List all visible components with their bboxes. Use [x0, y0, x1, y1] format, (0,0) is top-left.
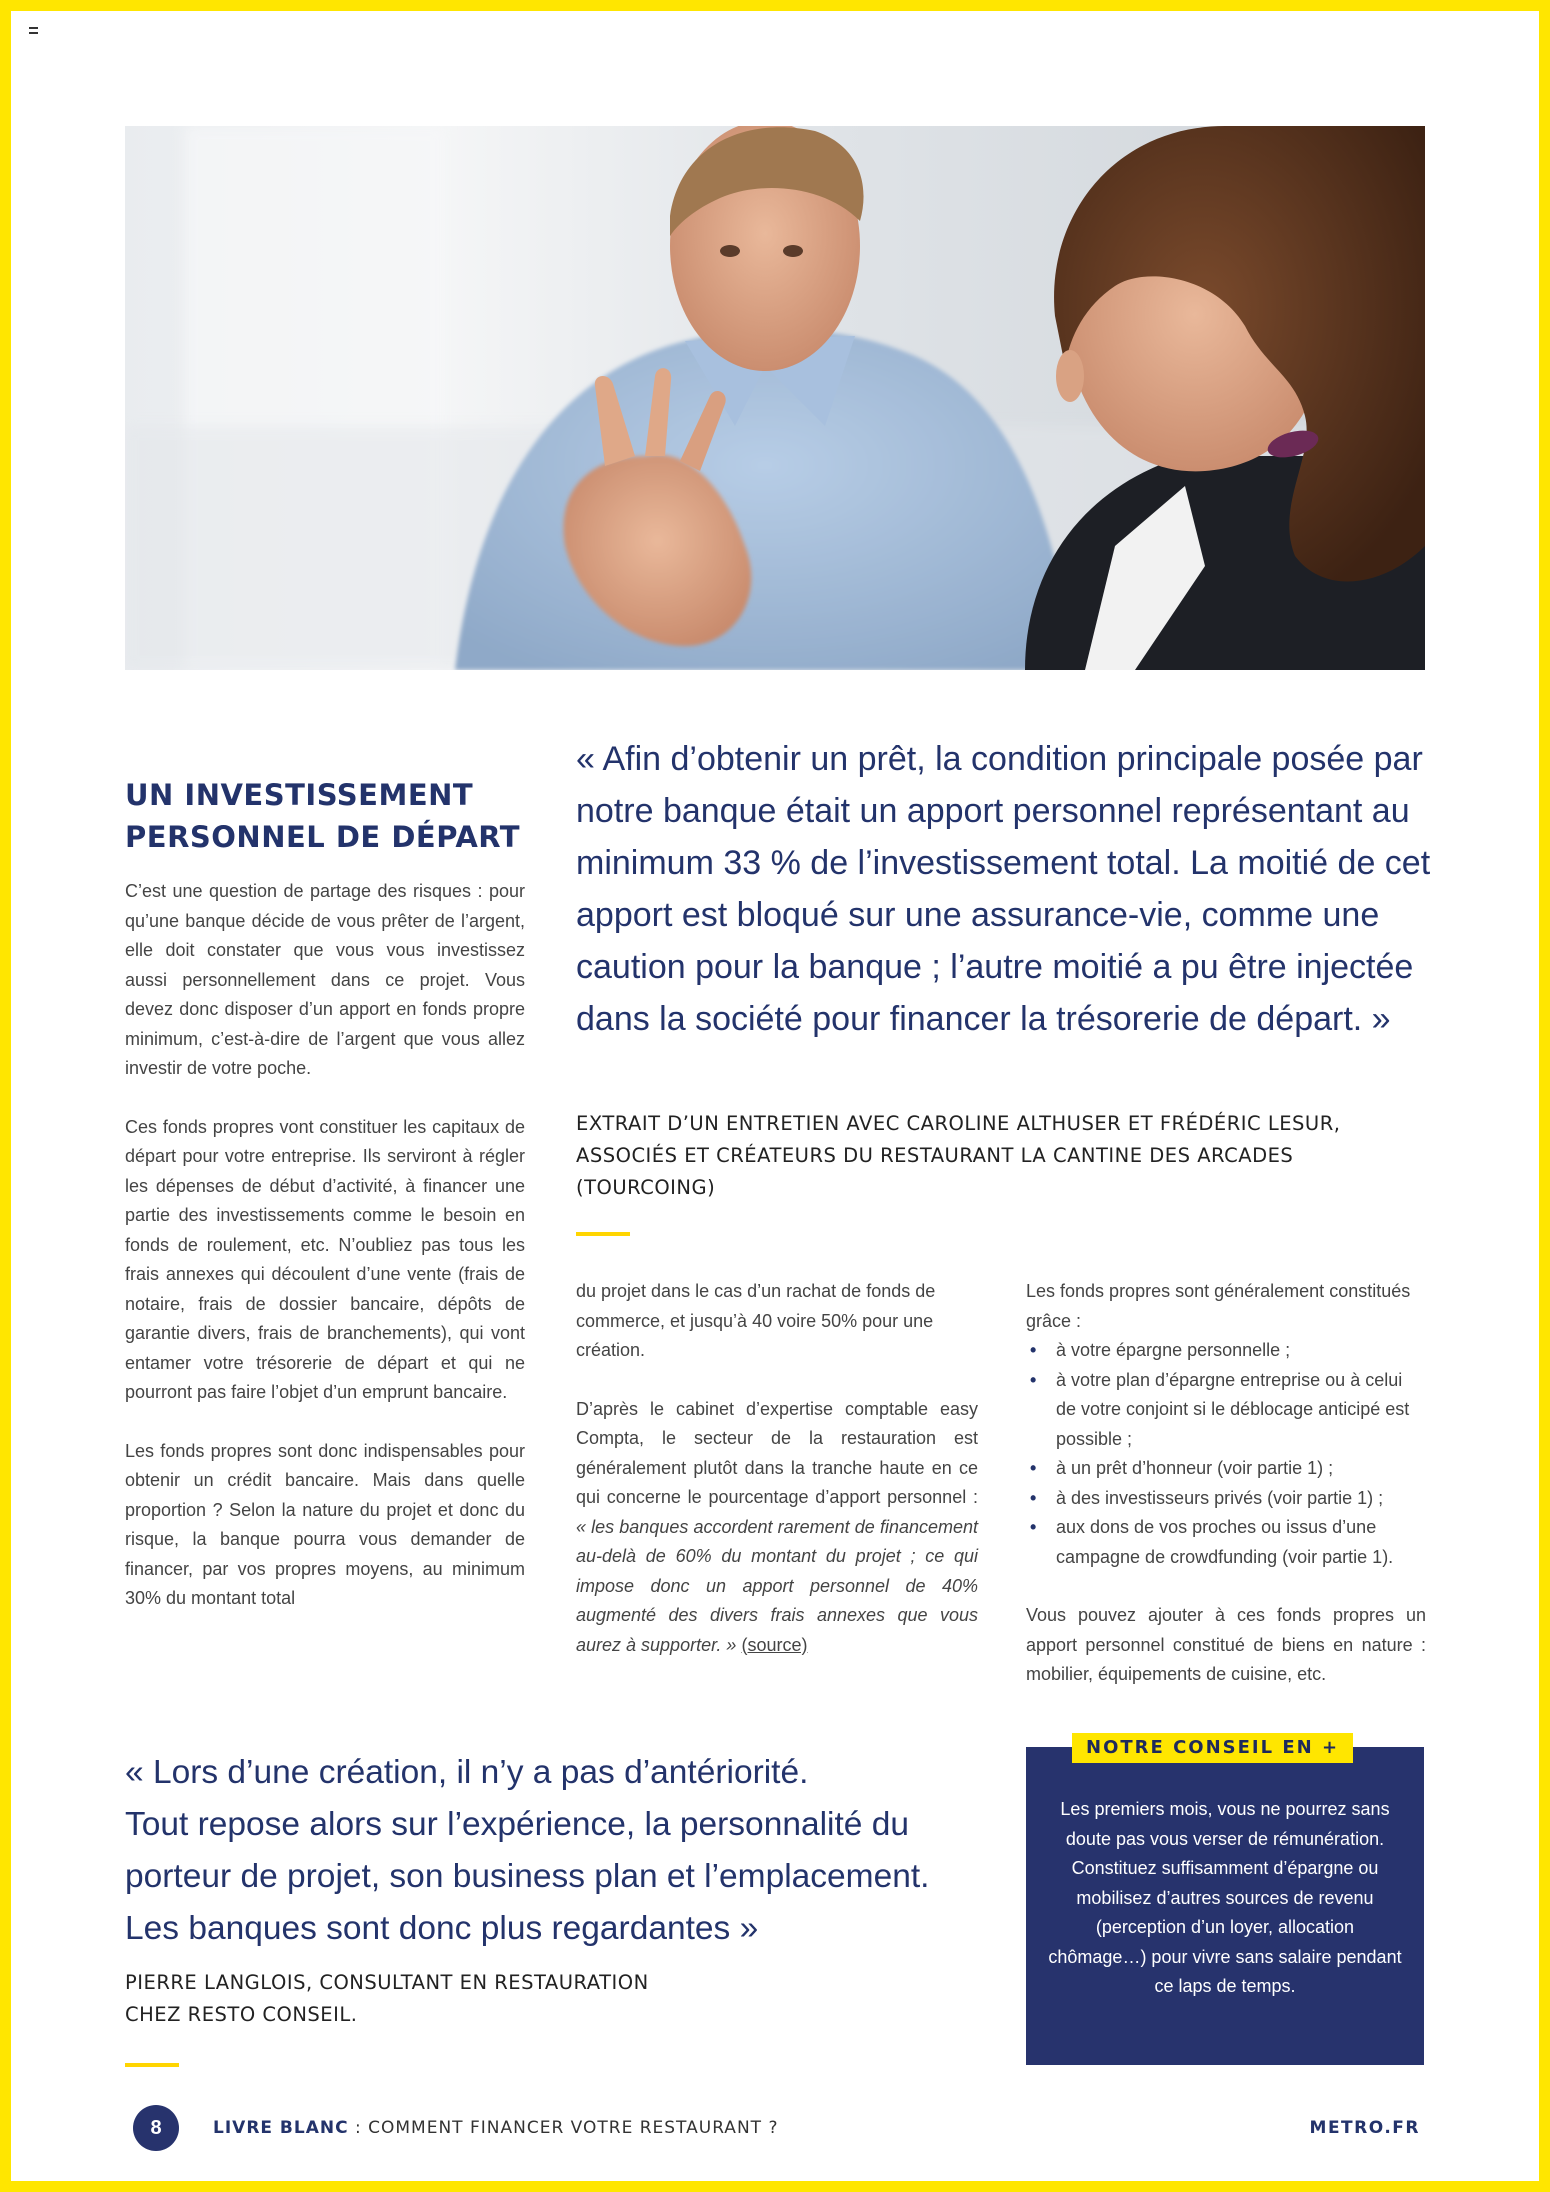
bottom-quote-attr-line2: CHEZ RESTO CONSEIL. [125, 2003, 358, 2026]
bottom-quote [125, 1747, 1005, 1955]
left-column [125, 877, 525, 1643]
tip-badge: NOTRE CONSEIL EN + [1072, 1733, 1353, 1763]
bottom-quote-line1: « Lors d’une création, il n’y a pas d’antériorité. [125, 1754, 809, 1791]
right-outro: Vous pouvez ajouter à ces fonds propres un apport personnel constitué de biens en nature : mobilier, équipements de cuisine, etc. [1026, 1605, 1426, 1684]
footer-title [213, 2115, 778, 2141]
list-item: • à votre épargne personnelle ; [1026, 1336, 1426, 1366]
bottom-quote-attr-line1: PIERRE LANGLOIS, CONSULTANT EN RESTAURATION [125, 1971, 649, 1994]
tip-text: Les premiers mois, vous ne pourrez sans doute pas vous verser de rémunération. Constituez suffisamment d’épargne ou mobilisez d’autres sources de revenu (perception d’un loyer, allocation chômage…) pour vivre sans salaire pendant ce laps de temps. [1048, 1799, 1402, 1996]
page-number: 8 [133, 2105, 179, 2151]
middle-paragraph-2-start: D’après le cabinet d’expertise comptable easy Compta, le secteur de la restauration est généralement plutôt dans la tranche haute en ce qui concerne le pourcentage d’apport personnel : [576, 1398, 978, 1507]
bottom-quote-line3: porteur de projet, son business plan et l’emplacement. [125, 1858, 930, 1895]
source-link[interactable]: (source) [741, 1634, 808, 1655]
business-meeting-photo [125, 126, 1425, 670]
middle-paragraph-2 [576, 1395, 978, 1661]
right-intro: Les fonds propres sont généralement constitués grâce : [1026, 1281, 1411, 1331]
list-item: • à votre plan d’épargne entreprise ou à celui de votre conjoint si le déblocage anticipé est possible ; [1026, 1366, 1426, 1455]
list-item: • à des investisseurs privés (voir partie 1) ; [1026, 1484, 1426, 1514]
bottom-quote-line2: Tout repose alors sur l’expérience, la personnalité du [125, 1806, 909, 1843]
list-item: • à un prêt d’honneur (voir partie 1) ; [1026, 1454, 1426, 1484]
yellow-divider [576, 1232, 630, 1236]
left-paragraph-3: Les fonds propres sont donc indispensables pour obtenir un crédit bancaire. Mais dans quelle proportion ? Selon la nature du projet et donc du risque, la banque pourra vous demander de financer, par vos propres moyens, au minimum 30% du montant total [125, 1440, 525, 1608]
footer-separator: : [348, 2118, 369, 2138]
bottom-quote-line4: Les banques sont donc plus regardantes » [125, 1910, 759, 1947]
main-quote-attribution: EXTRAIT D’UN ENTRETIEN AVEC CAROLINE ALTHUSER ET FRÉDÉRIC LESUR, ASSOCIÉS ET CRÉATEURS DU RESTAURANT LA CANTINE DES ARCADES (TOURCOING) [576, 1112, 1341, 1199]
footer-site-link[interactable]: METRO.FR [1309, 2118, 1420, 2138]
footer-subtitle: COMMENT FINANCER VOTRE RESTAURANT ? [368, 2118, 779, 2138]
middle-paragraph-2-quote: « les banques accordent rarement de financement au-delà de 60% du montant du projet ; ce qui impose donc un apport personnel de 40% augmenté des divers frais annexes que vous aurez à supporter. » [576, 1516, 978, 1655]
right-column [1026, 1277, 1426, 1719]
left-paragraph-2: Ces fonds propres vont constituer les capitaux de départ pour votre entreprise. Ils serviront à régler les dépenses de début d’activité, à financer une partie des investissements comme le besoin en fonds de roulement, etc. N’oubliez pas tous les frais annexes qui découlent d’une vente (frais de notaire, frais de dossier bancaire, dépôts de garantie divers, frais de branchements), qui vont entamer votre trésorerie de départ et qui ne pourront pas faire l’objet d’un emprunt bancaire. [125, 1116, 525, 1402]
section-title-line1: UN INVESTISSEMENT [125, 778, 474, 812]
funding-sources-list [1026, 1336, 1426, 1572]
main-quote: « Afin d’obtenir un prêt, la condition principale posée par notre banque était un apport personnel représentant au minimum 33 % de l’investissement total. La moitié de cet apport est bloqué sur une assurance-vie, comme une caution pour la banque ; l’autre moitié a pu être injectée dans la société pour financer la trésorerie de départ. » [576, 740, 1431, 1038]
section-title [125, 774, 545, 858]
yellow-divider [125, 2063, 179, 2067]
list-item: • aux dons de vos proches ou issus d’une campagne de crowdfunding (voir partie 1). [1026, 1513, 1426, 1572]
left-paragraph-1: C’est une question de partage des risques : pour qu’une banque décide de vous prêter de l’argent, elle doit constater que vous vous investissez aussi personnellement dans ce projet. Vous devez donc disposer d’un apport en fonds propre minimum, c’est-à-dire de l’argent que vous allez investir de votre poche. [125, 881, 525, 1078]
bottom-quote-attribution [125, 1967, 825, 2031]
middle-paragraph-1: du projet dans le cas d’un rachat de fonds de commerce, et jusqu’à 40 voire 50% pour une création. [576, 1281, 936, 1360]
corner-menu-icon [29, 27, 38, 34]
middle-column [576, 1277, 978, 1689]
footer-brand: LIVRE BLANC [213, 2118, 349, 2138]
section-title-line2: PERSONNEL DE DÉPART [125, 820, 521, 854]
